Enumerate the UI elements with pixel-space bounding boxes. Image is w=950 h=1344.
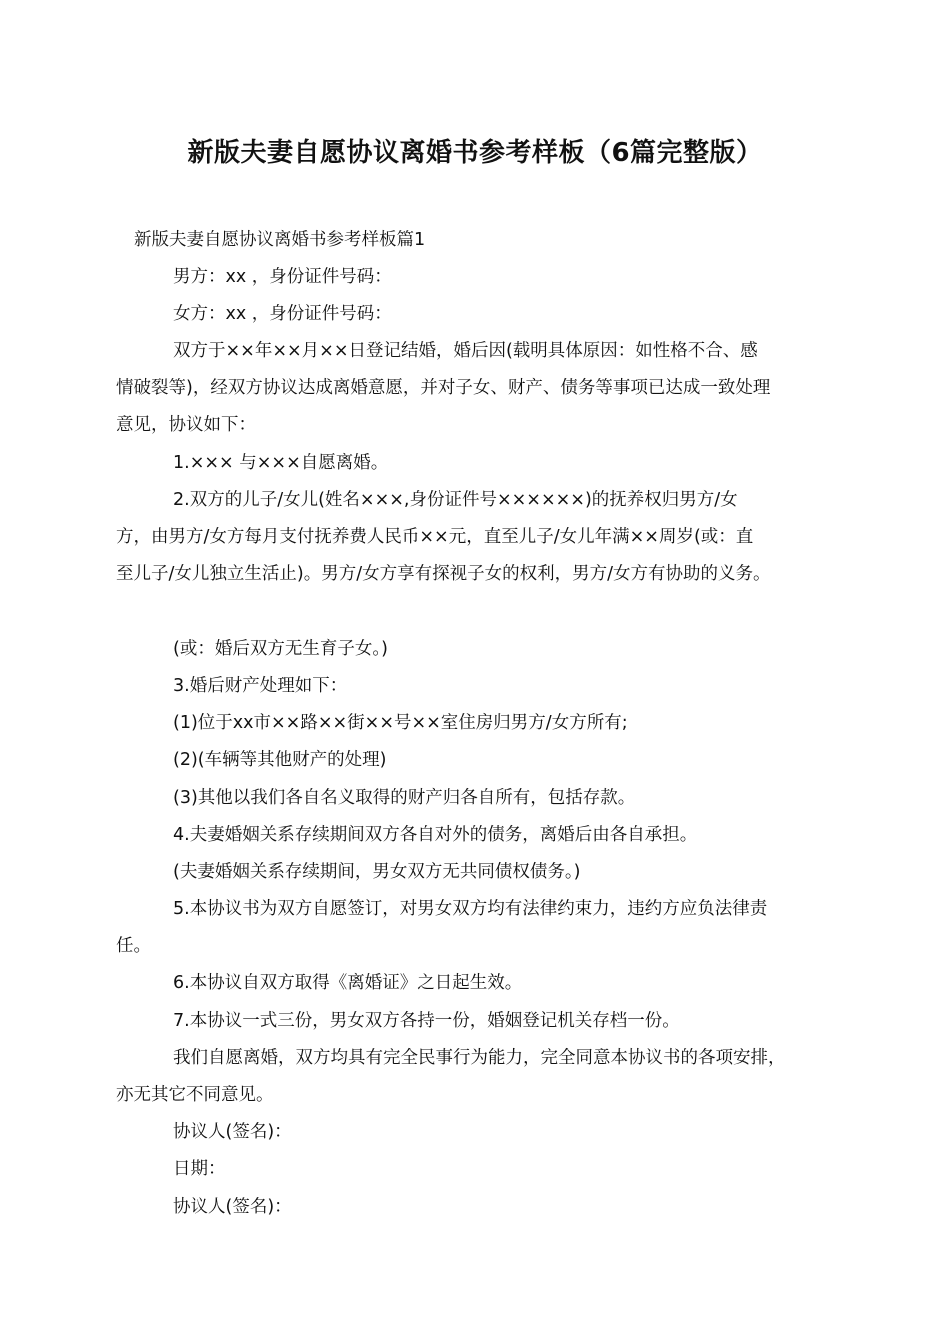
clause-1: 1.××× 与×××自愿离婚。 [173, 453, 389, 473]
clause-5-line: 任。 [116, 936, 151, 956]
clause-4: 4.夫妻婚姻关系存续期间双方各自对外的债务，离婚后由各自承担。 [173, 825, 698, 845]
clause-2-line: 至儿子/女儿独立生活止)。男方/女方享有探视子女的权利，男方/女方有协助的义务。 [116, 564, 771, 584]
clause-2-line: 2.双方的儿子/女儿(姓名×××,身份证件号××××××)的抚养权归男方/女 [173, 490, 738, 510]
paragraph-line: 情破裂等)，经双方协议达成离婚意愿，并对子女、财产、债务等事项已达成一致处理 [116, 378, 771, 398]
clause-2-alt: (或：婚后双方无生育子女。) [173, 639, 388, 659]
closing-line: 亦无其它不同意见。 [116, 1085, 274, 1105]
signature-line: 协议人(签名)： [173, 1122, 292, 1142]
clause-6: 6.本协议自双方取得《离婚证》之日起生效。 [173, 973, 523, 993]
clause-3: 3.婚后财产处理如下： [173, 676, 348, 696]
female-party-line: 女方：xx ，身份证件号码： [173, 304, 392, 324]
clause-3-item: (2)(车辆等其他财产的处理) [173, 750, 387, 770]
clause-4-alt: (夫妻婚姻关系存续期间，男女双方无共同债权债务。) [173, 862, 581, 882]
paragraph-line: 双方于××年××月××日登记结婚，婚后因(载明具体原因：如性格不合、感 [173, 341, 758, 361]
clause-3-item: (1)位于xx市××路××街××号××室住房归男方/女方所有; [173, 713, 628, 733]
clause-7: 7.本协议一式三份，男女双方各持一份，婚姻登记机关存档一份。 [173, 1011, 680, 1031]
clause-2-line: 方，由男方/女方每月支付抚养费人民币××元，直至儿子/女儿年满××周岁(或：直 [116, 527, 754, 547]
signature-line: 协议人(签名)： [173, 1197, 292, 1217]
clause-3-item: (3)其他以我们各自名义取得的财产归各自所有，包括存款。 [173, 788, 636, 808]
date-line: 日期： [173, 1159, 226, 1179]
section-heading: 新版夫妻自愿协议离婚书参考样板篇1 [134, 230, 426, 250]
clause-5-line: 5.本协议书为双方自愿签订，对男女双方均有法律约束力，违约方应负法律责 [173, 899, 768, 919]
document-title: 新版夫妻自愿协议离婚书参考样板（6篇完整版） [187, 138, 763, 168]
male-party-line: 男方：xx ，身份证件号码： [173, 267, 392, 287]
paragraph-line: 意见，协议如下： [116, 415, 256, 435]
closing-line: 我们自愿离婚，双方均具有完全民事行为能力，完全同意本协议书的各项安排， [173, 1048, 786, 1068]
